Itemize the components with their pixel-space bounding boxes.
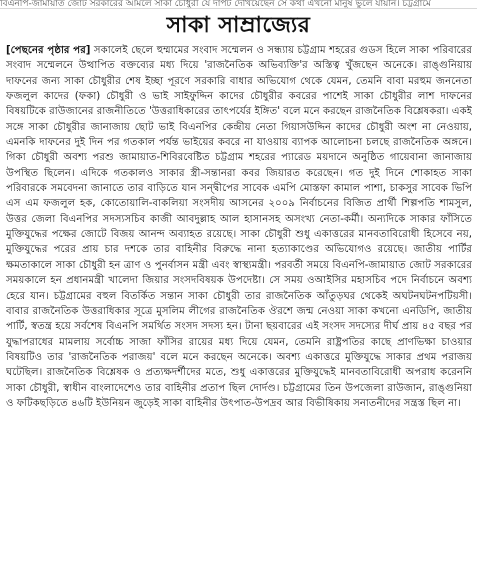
article-body [6,43,472,580]
article-text: সকালেই ছেলে হুম্মামের সংবাদ সম্মেলন ও সন্ধ্যায় চট্টগ্রাম শহরের গুডস হিলে সাকা পরিবারের সংবাদ সম্মেলনে উত্থাপিত বক্তব্যের মধ্য দিয়ে 'রাজনৈতিক অভিব্যক্তি'র অস্তিত্ব খুঁজছেন অনেকে। রাঙ্গুনিয়ায় দাফনের জন্য সাকা চৌধুরীর শেষ ইচ্ছা পূরণে সরকারি বাধার অভিযোগ থেকে যেমন, তেমনি বাবা মরহুম জননেতা ফজলুল কাদের (ফকা) চৌধুরী ও ভাই সাইফুদ্দিন কাদের চৌধুরীর কবরের পাশেই সাকা চৌধুরীর লাশ দাফনের বিষয়টিকে রাউজানের রাজনীতিতে 'উত্তরাধিকারের তাৎপর্যের ইঙ্গিত' বলে মনে করছেন রাজনৈতিক বিশ্লেষকরা। একই সঙ্গে সাকা চৌধুরীর জানাজায় ছোট ভাই বিএনপির কেন্দ্রীয় নেতা গিয়াসউদ্দিন কাদের চৌধুরী অংশ না নেওয়ায়, এমনকি দাফনের দুই দিন পর গতকাল পর্যন্ত ভাইয়ের কবরে না যাওয়ায় ব্যাপক আলোচনা চলছে রাজনৈতিক অঙ্গনে। গিকা চৌধুরী অবশ্য পরশু জামায়াত-শিবিরবেষ্টিত চট্টগ্রাম শহরের প্যারেড ময়দানে অনুষ্ঠিত গায়েবানা জানাজায় উপস্থিত ছিলেন। এদিকে গতকালও সাকার স্ত্রী-সন্তানরা কবর জিয়ারত করেছেন। গত দুই দিনে শোকাহত সাকা পরিবারকে সমবেদনা জানাতে তার বাড়িতে যান সন্দ্বীপের সাবেক এমপি মোস্তফা কামাল পাশা, চাকসুর সাবেক ভিপি এস এম ফজলুল হক, কোতোয়ালি-বাকলিয়া সংসদীয় আসনের ২০০৯ নির্বাচনের বিজিত প্রার্থী শিল্পপতি শামসুল, উত্তর জেলা বিএনপির সদস্যসচিব কাজী আবদুল্লাহ আল হাসানসহ অসংখ্য নেতা-কর্মী। অন্যদিকে সাকার ফাঁসিতে মুক্তিযুদ্ধের পক্ষের জোটে বিজয় আনন্দ অব্যাহত রয়েছে। সাকা চৌধুরী শুধু একাত্তরের মানবতাবিরোধী হিসেবে নয়, মুক্তিযুদ্ধের পরের প্রায় চার দশকে তার বাহিনীর বিরুদ্ধে নানা হত্যাকাণ্ডের অভিযোগও রয়েছে। জাতীয় পার্টির ক্ষমতাকালে সাকা চৌধুরী হন ত্রাণ ও পুনর্বাসন মন্ত্রী এবং স্বাস্থ্যমন্ত্রী। পরবর্তী সময়ে বিএনপি-জামায়াত জোট সরকারের সময়কালে হন প্রধানমন্ত্রী খালেদা জিয়ার সংসদবিষয়ক উপদেষ্টা। সে সময় ওআইসির মহাসচিব পদে নির্বাচনে অবশ্য হেরে যান। চট্টগ্রামের বহুল বিতর্কিত সন্তান সাকা চৌধুরী তার রাজনৈতিক আঁতুড়ঘর থেকেই অঘটনঘটনপটিয়সী। বাবার রাজনৈতিক উত্তরাধিকার সূত্রে মুসলিম লীগের রাজনৈতিক ঔরশে জন্ম নেওয়া সাকা কখনো এনডিপি, জাতীয় পার্টি, স্বতন্ত্র হয়ে সর্বশেষ বিএনপি সমর্থিত সংসদ সদস্য হন। টানা ছয়বারের এই সংসদ সদস্যের দীর্ঘ প্রায় ৪৫ বছর পর যুদ্ধাপরাধের মামলায় সর্বোচ্চ সাজা ফাঁসির রায়ের মধ্য দিয়ে যেমন, তেমনি রাষ্ট্রপতির কাছে প্রাণভিক্ষা চাওয়ার বিষয়টিও তার 'রাজনৈতিক পরাজয়' বলে মনে করছেন অনেকে। অবশ্য একাত্তরে মুক্তিযুদ্ধে সাকার প্রথম পরাজয় ঘটেছিল। রাজনৈতিক বিশ্লেষক ও প্রত্যক্ষদর্শীদের মতে, শুধু একাত্তরের মুক্তিযুদ্ধেই মানবতাবিরোধী অপরাধ করেননি সাকা চৌধুরী, স্বাধীন বাংলাদেশেও তার বাহিনীর প্রতাপ ছিল দোর্দণ্ড। চট্টগ্রামের তিন উপজেলা রাউজান, রাঙ্গুনিয়া ও ফটিকছড়িতে ৪৬টি ইউনিয়ন জুড়েই সাকা বাহিনীর উৎপাত-উপদ্রব আর বিভীষিকায় সনাতনীদের সন্ত্রস্ত ছিল না। [6,45,472,409]
article-paragraph [6,43,472,411]
continuation-reference: [পেছনের পৃষ্ঠার পর] [6,45,91,56]
article-headline: সাকা সাম্রাজ্যের [166,12,311,38]
previous-article-fragment: বিএনপি-জামায়াত জোট সরকারের আমলে সাকা চৌধুরী যে দাপট দেখিয়েছেন সে কথা এখনো মানুষ ভুলে যায়নি। চট্টগ্রামে [0,0,477,9]
